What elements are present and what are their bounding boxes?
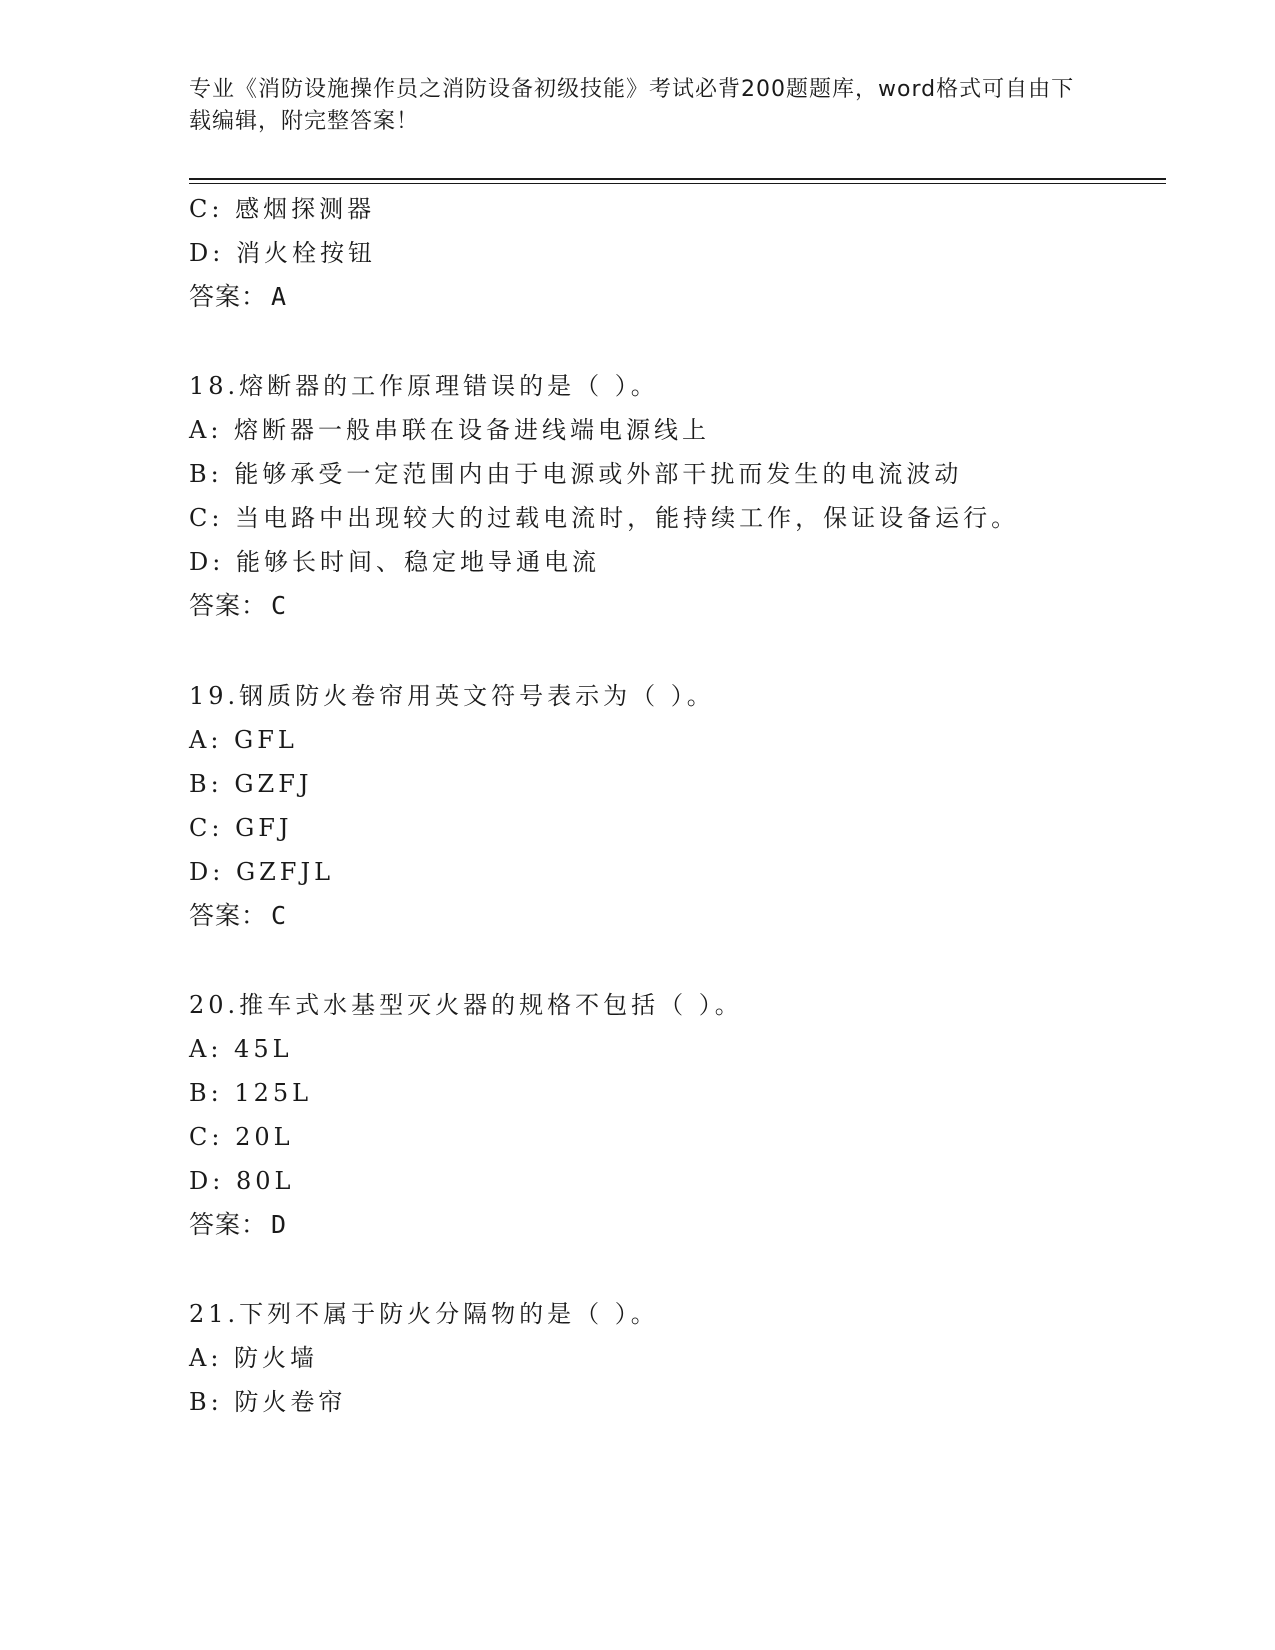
question-18-option-b: B: 能够承受一定范围内由于电源或外部干扰而发生的电流波动 <box>189 460 963 488</box>
question-19: 19.钢质防火卷帘用英文符号表示为（ ）。 <box>189 682 715 710</box>
answer-label: 答案： <box>189 1210 268 1239</box>
answer-value: C <box>271 591 288 620</box>
question-19-option-a: A: GFL <box>189 726 298 754</box>
question-21: 21.下列不属于防火分隔物的是（ ）。 <box>189 1300 659 1328</box>
answer-value: A <box>271 282 288 311</box>
question-19-option-b: B: GZFJ <box>189 770 313 798</box>
answer-19 <box>189 900 287 932</box>
header-rule-thick <box>189 178 1166 180</box>
question-18-option-a: A: 熔断器一般串联在设备进线端电源线上 <box>189 416 711 444</box>
answer-18 <box>189 590 287 622</box>
answer-label: 答案： <box>189 282 268 311</box>
question-20-option-d: D: 80L <box>189 1167 295 1195</box>
question-21-option-a: A: 防火墙 <box>189 1344 319 1372</box>
option-d-prev: D: 消火栓按钮 <box>189 239 376 267</box>
answer-label: 答案： <box>189 591 268 620</box>
answer-prev <box>189 281 287 313</box>
document-header: 专业《消防设施操作员之消防设备初级技能》考试必背200题题库，word格式可自由下载编辑，附完整答案！ <box>189 77 1075 134</box>
question-18: 18.熔断器的工作原理错误的是（ ）。 <box>189 372 659 400</box>
question-21-option-b: B: 防火卷帘 <box>189 1388 347 1416</box>
question-19-option-c: C: GFJ <box>189 814 293 842</box>
question-20-option-a: A: 45L <box>189 1035 293 1063</box>
question-18-option-d: D: 能够长时间、稳定地导通电流 <box>189 548 600 576</box>
answer-value: C <box>271 901 288 930</box>
answer-label: 答案： <box>189 901 268 930</box>
question-20: 20.推车式水基型灭火器的规格不包括（ ）。 <box>189 991 743 1019</box>
header-rule-thin <box>189 183 1166 184</box>
option-c-prev: C: 感烟探测器 <box>189 195 376 223</box>
answer-value: D <box>271 1210 288 1239</box>
answer-20 <box>189 1209 287 1241</box>
question-18-option-c: C: 当电路中出现较大的过载电流时，能持续工作，保证设备运行。 <box>189 504 1020 532</box>
question-19-option-d: D: GZFJL <box>189 858 335 886</box>
question-20-option-c: C: 20L <box>189 1123 294 1151</box>
question-20-option-b: B: 125L <box>189 1079 313 1107</box>
